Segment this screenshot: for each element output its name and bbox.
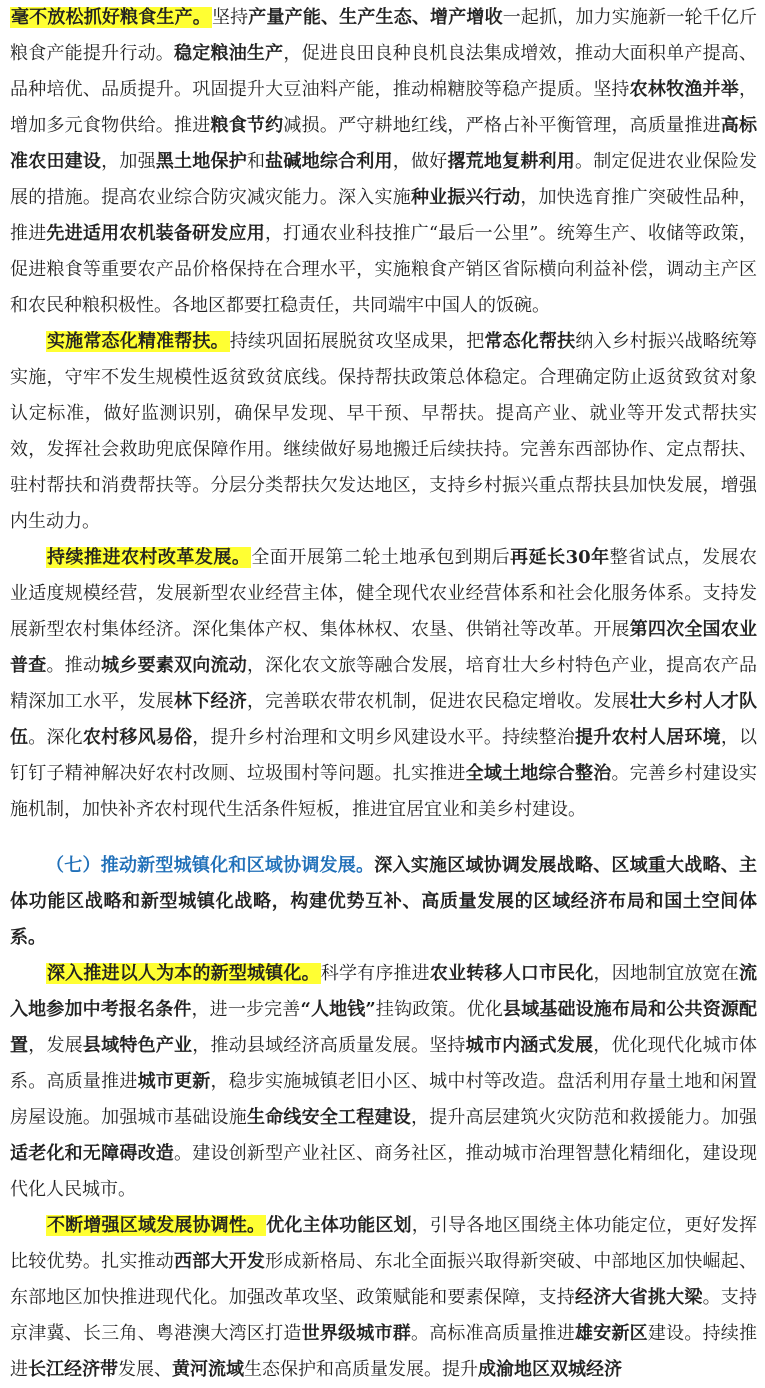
bold-phrase: 城市更新	[137, 1071, 211, 1092]
bold-phrase: 县域基础设施布局和公共资源配置	[10, 999, 758, 1056]
bold-phrase: 黄河流域	[172, 1359, 244, 1380]
bold-phrase: 盐碱地综合利用	[265, 151, 393, 172]
text-run: 整省试点，发展农业适度规模经营，发展新型农业经营主体，健全现代农业经营体系和社会化服务体系。支持发展新型农村集体经济。深化集体产权、集体林权、农垦、供销社等改革。开展	[10, 547, 758, 640]
bold-phrase: “人地钱”	[300, 999, 376, 1020]
bold-phrase: 城乡要素双向流动	[101, 655, 247, 676]
text-run: 科学有序推进	[320, 963, 430, 984]
text-run: ，因地制宜放宽在	[593, 963, 740, 984]
bold-phrase: 撂荒地复耕利用	[447, 151, 576, 172]
text-run: 减损。严守耕地红线，严格占补平衡管理，高质量推进	[283, 115, 721, 136]
text-run: ，引导各地区围绕主体功能定位，更好发挥比较优势。扎实推动	[10, 1215, 758, 1272]
bold-phrase: 深入实施区域协调发展战略、区域重大战略、主体功能区战略和新型城镇化战略，构建优势互补、高质量发展的区域经济布局和国土空间体系。	[10, 855, 758, 948]
section-heading-seven	[10, 848, 757, 956]
bold-phrase: 县域特色产业	[82, 1035, 193, 1056]
text-run: 和	[246, 151, 266, 172]
bold-phrase: 再延长30年	[510, 547, 610, 568]
bold-phrase: 优化主体功能区划	[266, 1215, 412, 1236]
text-run: 。深化	[28, 727, 83, 748]
bold-phrase: 城市内涵式发展	[465, 1035, 594, 1056]
text-run: ，稳步实施城镇老旧小区、城中村等改造。盘活利用存量土地和闲置房屋设施。加强城市基础设施	[10, 1071, 758, 1128]
bold-phrase: 经济大省挑大梁	[574, 1287, 703, 1308]
text-run: 。建设创新型产业社区、商务社区，推动城市治理智慧化精细化，建设现代化人民城市。	[10, 1143, 758, 1200]
text-run: ，提升高层建筑火灾防范和救援能力。加强	[410, 1107, 758, 1128]
highlight-heading: 深入推进以人为本的新型城镇化。	[47, 963, 320, 984]
text-run: ，促进良田良种良机良法集成增效，推动大面积单产提高、品种培优、品质提升。巩固提升大豆油料产能，推动棉糖胶等稳产提质。坚持	[10, 43, 758, 100]
bold-phrase: 农村移风易俗	[82, 727, 193, 748]
bold-phrase: 西部大开发	[174, 1251, 266, 1272]
bold-phrase: 稳定粮油生产	[174, 43, 284, 64]
text-run: ，做好	[392, 151, 448, 172]
bold-phrase: 适老化和无障碍改造	[10, 1143, 175, 1164]
bold-phrase: 壮大乡村人才队伍	[10, 691, 758, 748]
bold-phrase: 第四次全国农业普查	[10, 619, 758, 676]
paragraph-grain-production	[10, 0, 757, 324]
text-run: ，推动县域经济高质量发展。坚持	[192, 1035, 466, 1056]
paragraph-precise-assistance	[10, 324, 757, 540]
text-run: 发展、	[118, 1359, 172, 1380]
text-run: 。高标准高质量推进	[410, 1323, 575, 1344]
bold-phrase: 流入地参加中考报名条件	[10, 963, 758, 1020]
paragraph-regional-coordination	[10, 1208, 757, 1388]
text-run: 坚持	[211, 7, 249, 28]
text-run: 纳入乡村振兴战略统筹实施，守牢不发生规模性返贫致贫底线。保持帮扶政策总体稳定。合理确定防止返贫致贫对象认定标准，做好监测识别，确保早发现、早干预、早帮扶。提高产业、就业等开发式帮扶实效，发挥社会救助兜底保障作用。继续做好易地搬迁后续扶持。完善东西部协作、定点帮扶、驻村帮扶和消费帮扶等。分层分类帮扶欠发达地区，支持乡村振兴重点帮扶县加快发展，增强内生动力。	[10, 331, 758, 532]
text-run: ，以钉钉子精神解决好农村改厕、垃圾围村等问题。扎实推进	[10, 727, 758, 784]
text-run: ，完善联农带农机制，促进农民稳定增收。发展	[246, 691, 630, 712]
text-run: 挂钩政策。优化	[375, 999, 504, 1020]
highlight-heading: 持续推进农村改革发展。	[47, 547, 251, 568]
highlight-heading: 不断增强区域发展协调性。	[47, 1215, 266, 1236]
highlight-heading: 实施常态化精准帮扶。	[47, 331, 229, 352]
bold-phrase: 常态化帮扶	[484, 331, 576, 352]
paragraph-urbanization	[10, 956, 757, 1208]
text-run: ，发展	[28, 1035, 83, 1056]
text-run: ，打通农业科技推广“最后一公里”。统筹生产、收储等政策，促进粮食等重要农产品价格保持在合理水平，实施粮食产销区省际横向利益补偿，调动主产区和农民种粮积极性。各地区都要扛稳责任，共同端牢中国人的饭碗。	[10, 223, 757, 316]
text-run: ，增加多元食物供给。推进	[10, 79, 758, 136]
bold-phrase: 粮食节约	[210, 115, 284, 136]
bold-phrase: 提升农村人居环境	[575, 727, 721, 748]
section-title: （七）推动新型城镇化和区域协调发展。	[46, 855, 375, 876]
text-run: ，加快选育推广突破性品种，推进	[10, 187, 758, 244]
text-run: 形成新格局、东北全面振兴取得新突破、中部地区加快崛起、东部地区加快推进现代化。加强改革攻坚、政策赋能和要素保障，支持	[10, 1251, 758, 1308]
bold-phrase: 产量产能、生产生态、增产增收	[248, 7, 503, 28]
bold-phrase: 全域土地综合整治	[465, 763, 612, 784]
text-run: 。推动	[46, 655, 102, 676]
text-run: 。完善乡村建设实施机制，加快补齐农村现代生活条件短板，推进宜居宜业和美乡村建设。	[10, 763, 758, 820]
bold-phrase: 农业转移人口市民化	[429, 963, 594, 984]
text-run: ，深化农文旅等融合发展，培育壮大乡村特色产业，提高农产品精深加工水平，发展	[10, 655, 758, 712]
bold-phrase: 农林牧渔并举	[629, 79, 740, 100]
text-run: 。支持京津冀、长三角、粤港澳大湾区打造	[10, 1287, 758, 1344]
highlight-heading: 毫不放松抓好粮食生产。	[11, 7, 211, 28]
text-run: ，加强	[101, 151, 156, 172]
text-run: ，提升乡村治理和文明乡风建设水平。持续整治	[192, 727, 576, 748]
text-run: 生态保护和高质量发展。提升	[244, 1359, 478, 1380]
bold-phrase: 长江经济带	[28, 1359, 118, 1380]
text-run: 。制定促进农业保险发展的措施。提高农业综合防灾减灾能力。深入实施	[10, 151, 758, 208]
bold-phrase: 雄安新区	[575, 1323, 648, 1344]
text-run: ，优化现代化城市体系。高质量推进	[10, 1035, 758, 1092]
bold-phrase: 成渝地区双城经济	[478, 1359, 622, 1380]
bold-phrase: 生命线安全工程建设	[246, 1107, 411, 1128]
paragraph-rural-reform	[10, 540, 757, 828]
bold-phrase: 先进适用农机装备研发应用	[46, 223, 265, 244]
bold-phrase: 种业振兴行动	[410, 187, 521, 208]
text-run: 持续巩固拓展脱贫攻坚成果，把	[229, 331, 485, 352]
text-run: ，进一步完善	[191, 999, 301, 1020]
bold-phrase: 林下经济	[174, 691, 247, 712]
bold-phrase: 高标准农田建设	[10, 115, 758, 172]
text-run: 全面开展第二轮土地承包到期后	[251, 547, 511, 568]
text-run: 一起抓，加力实施新一轮千亿斤粮食产能提升行动。	[10, 7, 758, 64]
text-run: 建设。持续推进	[10, 1323, 758, 1380]
bold-phrase: 世界级城市群	[301, 1323, 411, 1344]
bold-phrase: 黑土地保护	[155, 151, 247, 172]
